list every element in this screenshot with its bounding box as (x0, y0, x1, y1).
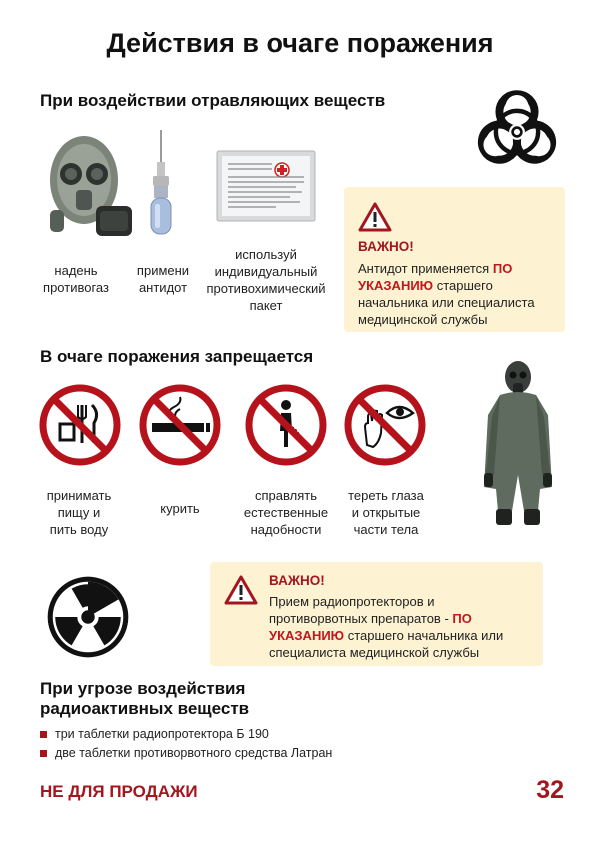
caption-no-urinating: справлять естественные надобности (243, 488, 329, 537)
warning-icon (224, 575, 258, 605)
important-note-antidote (344, 187, 565, 332)
page-number: 32 (536, 776, 564, 804)
radiation-bullet-list (40, 725, 540, 763)
biohazard-icon (471, 88, 563, 176)
caption-antidote: примени антидот (136, 263, 190, 295)
no-eye-touching-icon (343, 383, 427, 467)
note-text: Антидот применяется ПО УКАЗАНИЮ старшего начальника или специалиста медицинской службы (358, 261, 535, 327)
section-heading-toxic: При воздействии отравляющих веществ (40, 91, 386, 110)
not-for-sale-label: НЕ ДЛЯ ПРОДАЖИ (40, 782, 198, 801)
note-heading: ВАЖНО! (269, 573, 325, 588)
chemical-package-icon (216, 150, 316, 222)
note-heading: ВАЖНО! (358, 239, 414, 254)
gas-mask-icon (38, 132, 136, 240)
section-heading-radioactive: При угрозе воздействия радиоактивных веществ (40, 679, 250, 718)
note-text: Прием радиопротекторов и противорвотных препаратов - ПО УКАЗАНИЮ старшего начальника или специалиста медицинской службы (269, 594, 504, 660)
caption-no-eating: принимать пищу и пить воду (46, 488, 112, 537)
warning-icon (358, 202, 392, 232)
page-title: Действия в очаге поражения (106, 28, 494, 58)
important-note-radioprotectors (210, 562, 543, 666)
list-item: две таблетки противорвотного средства Латран (40, 744, 540, 763)
caption-gas-mask: надень противогаз (43, 263, 109, 295)
caption-no-smoking: курить (160, 501, 200, 516)
caption-chemical-package: используй индивидуальный противохимический пакет (206, 247, 326, 313)
no-urinating-icon (244, 383, 328, 467)
radiation-icon (46, 575, 130, 659)
antidote-syringe-icon (143, 128, 179, 240)
section-heading-forbidden: В очаге поражения запрещается (40, 347, 314, 366)
protective-suit-icon (478, 355, 558, 531)
list-item: три таблетки радиопротектора Б 190 (40, 725, 540, 744)
no-eating-icon (38, 383, 122, 467)
no-smoking-icon (138, 383, 222, 467)
caption-no-eye-touching: тереть глаза и открытые части тела (348, 488, 424, 537)
